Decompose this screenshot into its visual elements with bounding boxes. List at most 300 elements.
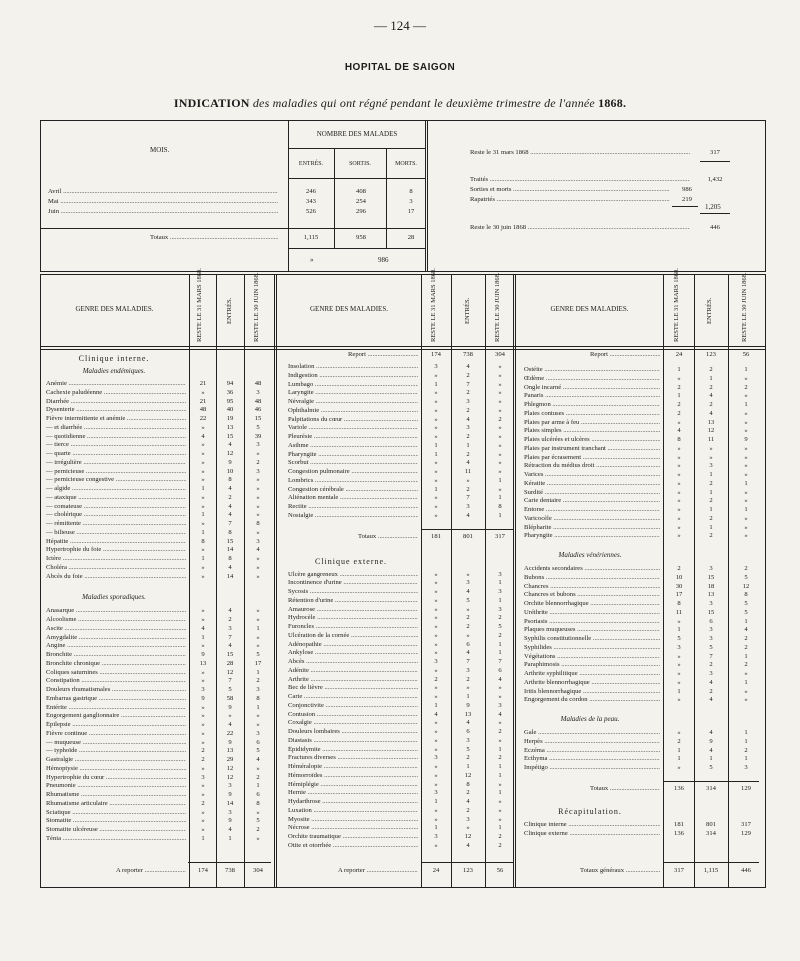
- row-value-2: 9: [466, 701, 470, 709]
- row-value-1: 3: [434, 363, 438, 370]
- table-row: [46, 686, 271, 695]
- row-label: Insolation .....: [288, 363, 418, 372]
- row-value-1: 4: [434, 710, 438, 718]
- summary-row-avril: Avril ..... 246 408 8: [48, 188, 428, 197]
- row-value-3: 2: [498, 728, 502, 735]
- row-value-3: »: [498, 433, 502, 440]
- row-value-2: 314: [706, 784, 716, 792]
- row-value-3: 56: [742, 351, 750, 358]
- row-value-3: 1: [498, 476, 502, 484]
- row-value-1: »: [434, 389, 438, 397]
- table-row: [524, 565, 759, 574]
- row-value-2: 2: [466, 623, 470, 630]
- row-value-2: 12: [226, 668, 234, 676]
- row-label: Fractures diverses .....: [288, 754, 418, 763]
- row-value-1: »: [434, 649, 438, 657]
- row-value-1: 2: [677, 383, 681, 391]
- row-value-3: »: [256, 834, 260, 842]
- row-value-1: 174: [431, 351, 441, 358]
- row-value-1: 3: [434, 789, 438, 797]
- row-value-1: 9: [201, 694, 205, 702]
- row-value-1: »: [434, 371, 438, 379]
- row-value-3: »: [744, 471, 748, 478]
- row-label: Bubons .....: [524, 574, 660, 583]
- row-value-3: 2: [256, 677, 260, 685]
- table-row: [46, 695, 271, 704]
- table-row: [288, 711, 513, 720]
- row-label: — bilieuse .....: [46, 529, 186, 538]
- table-row: [524, 755, 759, 764]
- row-label: Totaux .....: [358, 533, 418, 542]
- row-label: Arthrite blennorrhagique .....: [524, 679, 660, 688]
- row-value-2: 9: [228, 791, 232, 798]
- row-label: Ecthyma .....: [524, 755, 660, 764]
- row-label: Angine .....: [46, 642, 186, 651]
- row-label: Épididymite .....: [288, 746, 418, 755]
- row-label: Stomatite .....: [46, 817, 186, 826]
- row-label: Rhumatisme articulaire .....: [46, 800, 186, 809]
- table-row: [46, 704, 271, 713]
- row-label: Phlegmon .....: [524, 401, 660, 410]
- row-label: Bronchite chronique .....: [46, 660, 186, 669]
- table-row: [46, 660, 271, 669]
- row-value-3: 4: [744, 626, 748, 634]
- row-value-1: 2: [201, 756, 205, 763]
- row-value-3: 8: [256, 799, 260, 807]
- row-value-1: »: [434, 623, 438, 630]
- row-value-3: »: [256, 563, 260, 571]
- row-value-2: 4: [228, 502, 232, 510]
- row-value-3: 5: [256, 747, 260, 755]
- row-value-2: 5: [228, 686, 232, 693]
- row-value-1: »: [201, 677, 205, 685]
- row-value-1: »: [434, 728, 438, 735]
- row-value-2: 14: [226, 799, 234, 807]
- row-value-1: »: [201, 441, 205, 449]
- table-row: [46, 494, 271, 503]
- row-value-1: 2: [677, 565, 681, 572]
- row-value-1: 3: [434, 754, 438, 762]
- row-value-2: 2: [228, 493, 232, 501]
- row-value-1: »: [201, 721, 205, 728]
- row-value-1: »: [677, 506, 681, 513]
- row-label: Fièvre intermittente et anémie .....: [46, 415, 186, 424]
- row-label: Indigestion .....: [288, 372, 418, 381]
- row-value-1: 30: [675, 582, 683, 590]
- reste-31: Reste le 31 mars 1868 ..... 317: [470, 149, 740, 158]
- row-value-3: 48: [254, 380, 262, 387]
- row-value-2: 7: [228, 633, 232, 641]
- table-row: [524, 445, 759, 454]
- nombre-header: NOMBRE DES MALADES: [316, 130, 398, 138]
- header-entres-2: ENTRÉS.: [464, 297, 471, 325]
- table-row: [46, 817, 271, 826]
- table-row: [46, 485, 271, 494]
- row-label: Herpès .....: [524, 738, 660, 747]
- row-value-3: »: [498, 806, 502, 814]
- row-label: Hémorroïdes .....: [288, 772, 418, 781]
- row-value-3: 2: [744, 746, 748, 754]
- row-value-2: 12: [226, 773, 234, 781]
- row-value-3: »: [744, 462, 748, 470]
- row-value-1: »: [434, 780, 438, 788]
- row-value-2: 5: [709, 643, 713, 651]
- row-label: Aliénation mentale .....: [288, 494, 418, 503]
- row-value-2: 1: [709, 755, 713, 763]
- row-value-2: 3: [709, 565, 713, 572]
- row-value-3: »: [744, 497, 748, 505]
- row-value-1: 8: [201, 537, 205, 545]
- row-value-2: 15: [707, 608, 715, 616]
- table-row: [524, 574, 759, 583]
- row-label: A reporter .....: [338, 867, 418, 876]
- row-value-3: »: [498, 459, 502, 467]
- table-row: [524, 618, 759, 627]
- row-value-2: 4: [466, 363, 470, 370]
- table-row: [288, 597, 513, 606]
- row-value-3: 1: [498, 511, 502, 519]
- table-row: [524, 609, 759, 618]
- table-row: [46, 826, 271, 835]
- row-value-2: 15: [226, 432, 234, 440]
- table-row: [524, 635, 759, 644]
- row-label: Plaques muqueuses .....: [524, 626, 660, 635]
- row-value-3: »: [256, 502, 260, 510]
- row-value-3: 2: [744, 383, 748, 391]
- row-label: Hypertrophie du cœur .....: [46, 774, 186, 783]
- table-row: [46, 538, 271, 547]
- table-row: [524, 384, 759, 393]
- row-value-2: 9: [228, 703, 232, 711]
- row-label: — ataxique .....: [46, 494, 186, 503]
- table-row: [46, 573, 271, 582]
- row-value-3: 3: [498, 588, 502, 595]
- traites: Traités ..... 1,432: [470, 176, 740, 185]
- row-label: Ophthalmie .....: [288, 407, 418, 416]
- row-value-3: 4: [498, 710, 502, 718]
- row-value-1: »: [434, 415, 438, 423]
- row-value-1: »: [201, 423, 205, 431]
- table-row: [288, 649, 513, 658]
- table-row: [524, 524, 759, 533]
- row-value-1: »: [677, 696, 681, 704]
- header-reste31-1: RESTE LE 31 MARS 1868.: [196, 268, 203, 342]
- table-row: [46, 800, 271, 809]
- row-value-2: 7: [466, 494, 470, 502]
- row-value-2: 15: [226, 651, 234, 658]
- row-value-3: 8: [498, 503, 502, 510]
- row-value-3: »: [498, 424, 502, 432]
- summary-totaux: Totaux ..... 1,115 958 28: [150, 234, 430, 243]
- row-value-2: 5: [466, 745, 470, 753]
- row-value-2: 2: [466, 675, 470, 683]
- row-value-2: 6: [466, 728, 470, 735]
- row-value-3: »: [744, 532, 748, 540]
- row-label: Varices .....: [524, 471, 660, 480]
- row-value-1: »: [201, 703, 205, 711]
- section-endemiques: Maladies endémiques.: [82, 367, 146, 375]
- row-value-1: »: [434, 406, 438, 414]
- row-value-3: »: [498, 485, 502, 493]
- row-label: Syphilides .....: [524, 644, 660, 653]
- table-row: [46, 607, 271, 616]
- row-value-1: »: [201, 450, 205, 457]
- row-value-2: 9: [228, 458, 232, 466]
- row-value-3: »: [498, 380, 502, 388]
- row-value-2: 123: [463, 867, 473, 874]
- row-value-1: »: [201, 546, 205, 554]
- row-value-3: 1: [498, 789, 502, 797]
- row-value-1: 48: [199, 406, 207, 414]
- row-label: Syphilis constitutionnelle .....: [524, 635, 660, 644]
- row-value-2: 13: [464, 710, 472, 718]
- section-veneriennes: Maladies vénériennes.: [558, 551, 622, 559]
- row-value-2: 2: [709, 687, 713, 695]
- table-row: [46, 503, 271, 512]
- row-value-3: 2: [744, 643, 748, 651]
- row-label: Hernie .....: [288, 789, 418, 798]
- row-label: Végétations .....: [524, 653, 660, 662]
- table-row: [288, 641, 513, 650]
- col-morts: MORTS.: [395, 161, 417, 167]
- table-row: [524, 626, 759, 635]
- row-value-3: 2: [256, 826, 260, 833]
- row-value-3: »: [744, 488, 748, 496]
- row-value-1: 10: [675, 573, 683, 581]
- row-value-2: 4: [466, 511, 470, 519]
- row-value-1: 1: [434, 441, 438, 449]
- table-row: [288, 746, 513, 755]
- row-value-1: »: [434, 771, 438, 779]
- table-row: [524, 375, 759, 384]
- row-value-2: 3: [228, 782, 232, 790]
- row-label: Engorgement du cordon .....: [524, 696, 660, 705]
- row-label: Totaux généraux .....: [580, 867, 660, 876]
- row-value-2: 1: [709, 471, 713, 478]
- row-value-1: »: [201, 826, 205, 833]
- row-label: Hydarthrose .....: [288, 798, 418, 807]
- row-value-1: 1: [434, 798, 438, 805]
- table-row: [288, 486, 513, 495]
- row-label: Lumbago .....: [288, 381, 418, 390]
- row-value-3: 1: [744, 729, 748, 736]
- table-row: [288, 512, 513, 521]
- row-value-3: 1: [498, 649, 502, 657]
- table-row: [288, 363, 513, 372]
- col-entres: ENTRÉS.: [298, 161, 324, 167]
- row-value-2: 1: [466, 763, 470, 770]
- row-value-1: 1: [434, 450, 438, 458]
- row-value-3: 1: [744, 652, 748, 660]
- row-value-3: 2: [498, 631, 502, 639]
- table-row: [46, 415, 271, 424]
- row-label: Dysenterie .....: [46, 406, 186, 415]
- row-value-2: 3: [709, 626, 713, 634]
- row-value-1: 1: [201, 485, 205, 492]
- table-row: [288, 579, 513, 588]
- row-label: Pharyngite .....: [524, 532, 660, 541]
- row-value-2: 19: [226, 415, 234, 422]
- row-value-3: »: [256, 555, 260, 562]
- table-row: [524, 471, 759, 480]
- row-value-2: 314: [706, 829, 716, 837]
- row-value-3: 3: [256, 467, 260, 475]
- row-value-1: »: [677, 479, 681, 487]
- row-label: — cholérique .....: [46, 511, 186, 520]
- row-value-3: 317: [741, 820, 751, 828]
- table-row: [524, 583, 759, 592]
- table-row: [288, 632, 513, 641]
- row-value-3: »: [256, 642, 260, 650]
- table-row: [288, 623, 513, 632]
- row-label: Hydrocèle .....: [288, 614, 418, 623]
- row-value-3: 3: [256, 686, 260, 693]
- row-value-3: 4: [498, 675, 502, 683]
- row-value-2: »: [709, 444, 713, 452]
- table-row: [288, 416, 513, 425]
- table-row: [288, 389, 513, 398]
- row-label: Blépharite .....: [524, 524, 660, 533]
- row-label: — typhoïde .....: [46, 747, 186, 756]
- table-row: [288, 614, 513, 623]
- row-label: Ténia .....: [46, 835, 186, 844]
- table-row: [524, 401, 759, 410]
- row-value-2: 2: [709, 383, 713, 391]
- table-row: [288, 658, 513, 667]
- row-value-2: 14: [226, 572, 234, 580]
- row-value-3: »: [744, 696, 748, 704]
- table-row: [524, 830, 759, 839]
- row-value-3: 39: [254, 432, 262, 440]
- row-value-1: »: [677, 532, 681, 540]
- row-value-2: »: [466, 631, 470, 639]
- row-label: — muqueuse .....: [46, 739, 186, 748]
- table-row: [46, 721, 271, 730]
- summary-row-juin: Juin ..... 526 296 17: [48, 208, 428, 217]
- row-label: — irrégulière .....: [46, 459, 186, 468]
- row-value-2: 36: [226, 388, 234, 396]
- row-label: Abcès .....: [288, 658, 418, 667]
- row-value-2: 3: [466, 666, 470, 674]
- row-label: Psoriasis .....: [524, 618, 660, 627]
- row-value-2: 4: [228, 563, 232, 571]
- row-label: Névralgie .....: [288, 398, 418, 407]
- table-row: [46, 747, 271, 756]
- row-label: Choléra .....: [46, 564, 186, 573]
- row-value-3: 5: [744, 573, 748, 581]
- summary-quote: »: [310, 256, 314, 264]
- table-row: [524, 462, 759, 471]
- row-value-1: 17: [675, 591, 683, 599]
- sub-val: 1,205: [705, 203, 721, 211]
- report-row: [590, 351, 759, 360]
- row-value-1: »: [677, 462, 681, 470]
- row-value-2: 4: [466, 841, 470, 849]
- totaux-row: [358, 533, 513, 542]
- row-label: — comateuse .....: [46, 503, 186, 512]
- row-label: Bec de lièvre .....: [288, 684, 418, 693]
- row-value-2: 2: [709, 514, 713, 522]
- row-label: Paraphimosis .....: [524, 661, 660, 670]
- row-value-3: »: [498, 398, 502, 405]
- row-value-3: »: [498, 815, 502, 823]
- row-value-3: »: [498, 693, 502, 700]
- row-label: Hypertrophie du foie .....: [46, 546, 186, 555]
- table-row: [46, 809, 271, 818]
- row-value-1: 5: [677, 635, 681, 642]
- row-label: Surdité .....: [524, 489, 660, 498]
- row-value-2: 2: [466, 754, 470, 762]
- table-row: [524, 497, 759, 506]
- row-value-1: »: [201, 668, 205, 676]
- row-value-3: 2: [256, 458, 260, 466]
- table-row: [524, 738, 759, 747]
- header-reste30-3: RESTE LE 30 JUIN 1868.: [741, 272, 748, 342]
- row-value-2: 12: [226, 764, 234, 772]
- row-value-3: 129: [741, 784, 751, 792]
- table-row: [288, 606, 513, 615]
- row-value-1: »: [677, 764, 681, 771]
- row-value-1: »: [677, 652, 681, 660]
- table-row: [288, 588, 513, 597]
- row-value-3: »: [498, 468, 502, 475]
- table-row: [524, 688, 759, 697]
- row-value-3: »: [498, 371, 502, 379]
- row-value-1: »: [201, 729, 205, 737]
- title-rest: des maladies qui ont régné pendant le deuxième trimestre de l'année: [252, 96, 595, 110]
- row-value-1: »: [434, 841, 438, 849]
- row-label: Plaies par instrument tranchant .....: [524, 445, 660, 454]
- row-value-1: 9: [201, 651, 205, 658]
- row-value-1: 1: [434, 380, 438, 388]
- report-row: [116, 867, 271, 876]
- row-value-3: 1: [744, 755, 748, 763]
- row-value-2: 18: [707, 582, 715, 590]
- row-value-3: »: [256, 572, 260, 580]
- row-value-2: 2: [466, 371, 470, 379]
- row-value-2: 4: [466, 798, 470, 805]
- table-row: [524, 653, 759, 662]
- row-value-3: 1: [498, 494, 502, 502]
- row-value-3: 5: [256, 651, 260, 658]
- row-value-1: »: [434, 511, 438, 519]
- table-row: [46, 555, 271, 564]
- table-row: [46, 712, 271, 721]
- row-value-2: 22: [226, 729, 234, 737]
- row-label: Chancres et bubons .....: [524, 591, 660, 600]
- row-label: Diarrhée .....: [46, 398, 186, 407]
- row-value-1: 1: [201, 834, 205, 842]
- table-row: [46, 520, 271, 529]
- row-label: Alcoolisme .....: [46, 616, 186, 625]
- row-value-2: 9: [709, 737, 713, 745]
- row-value-2: 4: [709, 729, 713, 736]
- table-row: [524, 696, 759, 705]
- row-value-3: 1: [744, 366, 748, 373]
- row-value-1: »: [434, 605, 438, 613]
- row-value-1: 181: [431, 532, 441, 540]
- row-value-2: 2: [466, 450, 470, 458]
- row-value-1: »: [434, 570, 438, 578]
- row-value-2: 4: [466, 459, 470, 467]
- row-value-2: 11: [464, 468, 472, 475]
- row-value-1: 24: [675, 351, 683, 358]
- row-value-2: 2: [709, 497, 713, 505]
- row-value-2: 95: [226, 397, 234, 405]
- row-value-3: 1: [744, 737, 748, 745]
- row-value-1: 2: [677, 737, 681, 745]
- row-value-1: »: [434, 476, 438, 484]
